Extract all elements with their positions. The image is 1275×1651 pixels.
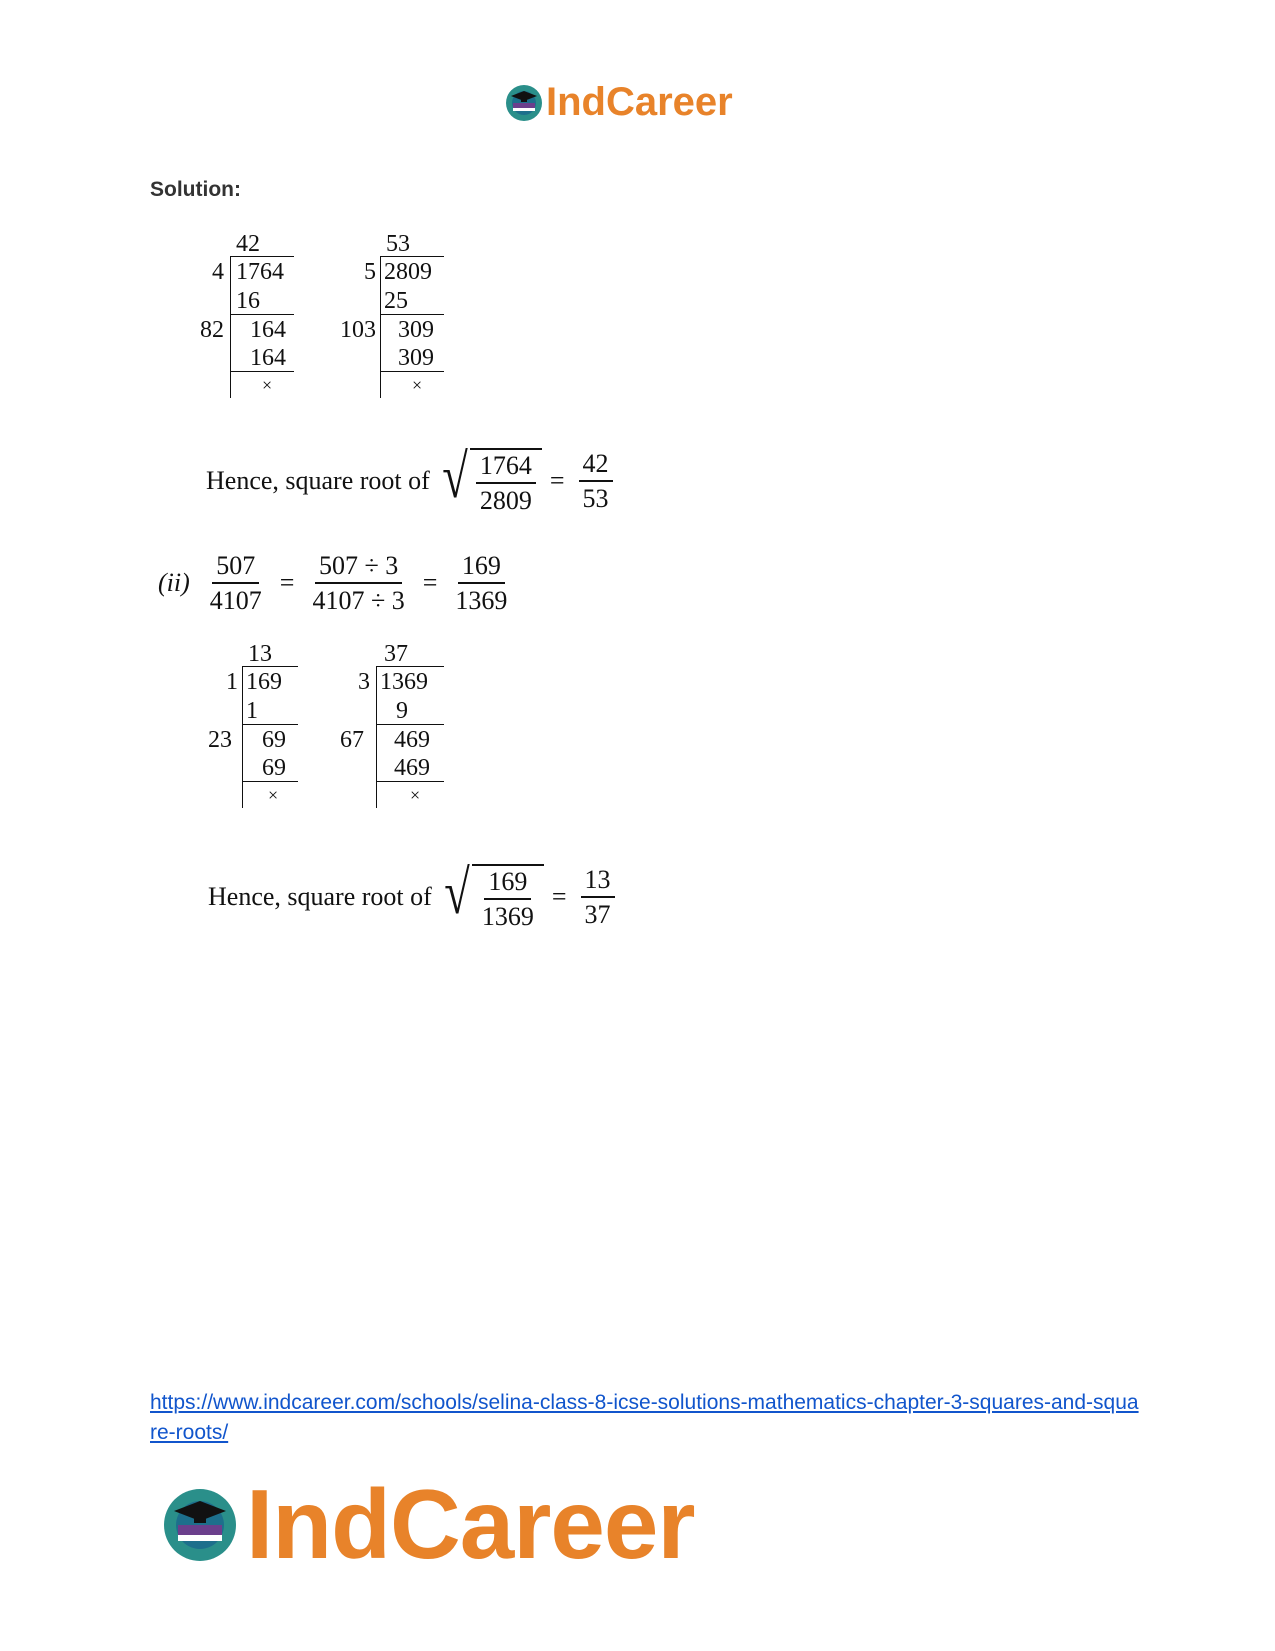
divisor: 82 xyxy=(200,317,224,343)
divisor: 103 xyxy=(340,317,376,343)
quotient: 37 xyxy=(384,641,408,667)
dividend: 2809 xyxy=(384,259,432,285)
simplification-part-ii xyxy=(158,552,517,615)
equals-sign: = xyxy=(422,568,438,598)
remainder: 164 xyxy=(250,317,286,343)
conclusion-text: Hence, square root of xyxy=(206,466,430,496)
fraction-numerator: 507 ÷ 3 xyxy=(315,552,402,584)
remainder: 309 xyxy=(398,317,434,343)
source-link[interactable]: https://www.indcareer.com/schools/selina-class-8-icse-solutions-mathematics-chapter-3-squares-and-square-roots/ xyxy=(150,1391,1139,1444)
conclusion-part-i xyxy=(206,443,619,516)
dividend: 1764 xyxy=(236,259,284,285)
subtrahend: 9 xyxy=(396,698,408,724)
subtrahend: 25 xyxy=(384,288,408,314)
divisor: 1 xyxy=(226,669,238,695)
quotient: 42 xyxy=(236,231,260,257)
end-mark: × xyxy=(262,375,273,395)
graduation-book-icon xyxy=(504,83,544,123)
equals-sign: = xyxy=(549,466,565,496)
conclusion-text: Hence, square root of xyxy=(208,882,432,912)
long-division-169 xyxy=(208,642,348,822)
dividend: 1369 xyxy=(380,669,428,695)
long-division-1369 xyxy=(340,642,480,822)
subtrahend: 309 xyxy=(398,345,434,371)
fraction-denominator: 2809 xyxy=(479,486,532,516)
long-division-2809 xyxy=(340,232,480,412)
equals-sign: = xyxy=(551,882,567,912)
square-root: √ $\frac{169}{1369}$ xyxy=(440,864,544,931)
solution-heading: Solution: xyxy=(150,178,241,201)
remainder: 469 xyxy=(394,727,430,753)
square-root: √ $\frac{1764}{2809}$ xyxy=(438,448,542,515)
brand-name: IndCareer xyxy=(246,1469,695,1579)
subtrahend: 469 xyxy=(394,755,430,781)
equals-sign: = xyxy=(279,568,295,598)
divisor: 3 xyxy=(358,669,370,695)
answer-numerator: 13 xyxy=(581,866,615,898)
divisor: 5 xyxy=(364,259,376,285)
answer-numerator: 42 xyxy=(579,450,613,482)
dividend: 169 xyxy=(246,669,282,695)
end-mark: × xyxy=(268,785,279,805)
subtrahend: 69 xyxy=(262,755,286,781)
subtrahend: 1 xyxy=(246,698,258,724)
subtrahend: 16 xyxy=(236,288,260,314)
quotient: 53 xyxy=(386,231,410,257)
fraction-numerator: 169 xyxy=(484,868,531,900)
end-mark: × xyxy=(412,375,423,395)
long-division-1764 xyxy=(200,232,340,412)
answer-denominator: 53 xyxy=(582,484,609,514)
indcareer-logo-bottom xyxy=(160,1468,695,1581)
conclusion-part-ii xyxy=(208,859,621,932)
fraction-denominator: 4107 ÷ 3 xyxy=(312,586,405,616)
fraction-numerator: 507 xyxy=(212,552,259,584)
answer-denominator: 37 xyxy=(584,900,611,930)
fraction-numerator: 1764 xyxy=(476,452,536,484)
end-mark: × xyxy=(410,785,421,805)
fraction-denominator: 4107 xyxy=(209,586,262,616)
fraction-numerator: 169 xyxy=(458,552,505,584)
indcareer-logo-top xyxy=(504,80,733,125)
graduation-book-icon xyxy=(160,1485,240,1565)
quotient: 13 xyxy=(248,641,272,667)
divisor: 23 xyxy=(208,727,232,753)
divisor: 4 xyxy=(212,259,224,285)
remainder: 69 xyxy=(262,727,286,753)
fraction-denominator: 1369 xyxy=(481,902,534,932)
divisor: 67 xyxy=(340,727,364,753)
fraction-denominator: 1369 xyxy=(455,586,508,616)
brand-name: IndCareer xyxy=(546,80,733,124)
part-label: (ii) xyxy=(158,568,190,598)
subtrahend: 164 xyxy=(250,345,286,371)
